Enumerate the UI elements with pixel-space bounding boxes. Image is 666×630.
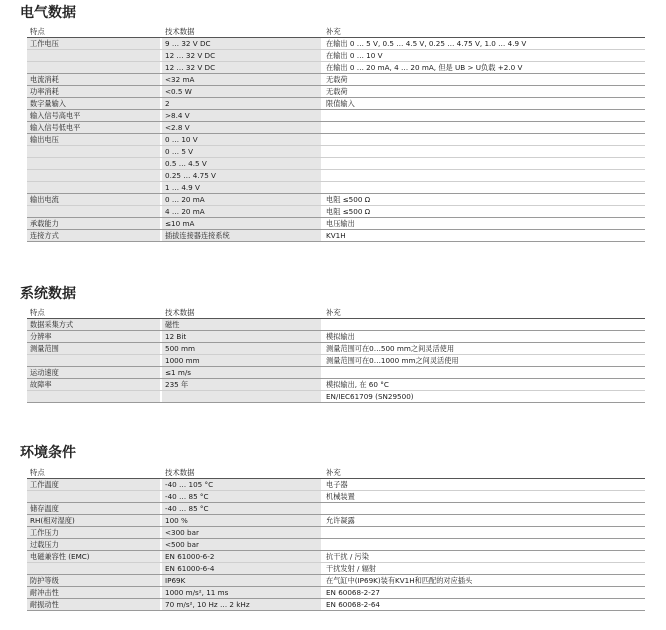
table-row — [27, 38, 645, 50]
cell-feature: 电流消耗 — [27, 74, 160, 85]
cell-feature: 测量范围 — [27, 343, 160, 354]
cell-feature: 输出电压 — [27, 134, 160, 145]
cell-feature: RH(相对湿度) — [27, 515, 160, 526]
table-row — [27, 158, 645, 170]
cell-tech-data: 0 … 5 V — [162, 146, 321, 157]
table-row — [27, 98, 645, 110]
cell-feature — [27, 158, 160, 169]
cell-tech-data: 1000 mm — [162, 355, 321, 366]
cell-supplement: 测量范围可在0…500 mm之间灵活使用 — [326, 344, 455, 353]
cell-supplement — [323, 503, 645, 514]
cell-tech-data: 磁性 — [162, 319, 321, 330]
table-row — [27, 50, 645, 62]
table-row — [27, 331, 645, 343]
cell-supplement: 测量范围可在0…1000 mm之间灵活使用 — [326, 356, 459, 365]
cell-tech-data: 12 Bit — [162, 331, 321, 342]
cell-supplement: EN 60068-2-27 — [326, 588, 380, 597]
table-row — [27, 62, 645, 74]
cell-supplement: 电子器 — [326, 480, 348, 489]
cell-supplement: 限值输入 — [326, 99, 355, 108]
table-row — [27, 74, 645, 86]
cell-tech-data: -40 … 85 °C — [162, 491, 321, 502]
table-row — [27, 355, 645, 367]
table-row — [27, 182, 645, 194]
cell-supplement — [323, 319, 645, 330]
cell-tech-data: <500 bar — [162, 539, 321, 550]
cell-supplement: EN/IEC61709 (SN29500) — [326, 392, 414, 401]
table-header — [27, 307, 645, 319]
cell-feature — [27, 563, 160, 574]
cell-feature: 耐振动性 — [27, 599, 160, 610]
cell-supplement — [323, 134, 645, 145]
cell-feature: 储存温度 — [27, 503, 160, 514]
header-feature: 特点 — [30, 27, 45, 36]
table-row — [27, 206, 645, 218]
cell-feature: 耐冲击性 — [27, 587, 160, 598]
cell-tech-data: 9 … 32 V DC — [162, 38, 321, 49]
cell-feature — [27, 355, 160, 366]
cell-tech-data: ≤10 mA — [162, 218, 321, 229]
cell-supplement — [323, 170, 645, 181]
cell-feature — [27, 182, 160, 193]
cell-feature: 输出电流 — [27, 194, 160, 205]
cell-tech-data: EN 61000-6-4 — [162, 563, 321, 574]
header-tech-data: 技术数据 — [165, 468, 195, 477]
cell-supplement: 无载荷 — [326, 87, 348, 96]
cell-supplement: 在输出 0 … 5 V, 0.5 … 4.5 V, 0.25 … 4.75 V, 1.0 … 4.9 V — [326, 39, 527, 48]
cell-feature: 运动速度 — [27, 367, 160, 378]
cell-tech-data: IP69K — [162, 575, 321, 586]
cell-feature: 故障率 — [27, 379, 160, 390]
table-row — [27, 230, 645, 242]
cell-tech-data: ≤1 m/s — [162, 367, 321, 378]
cell-supplement: 模拟输出, 在 60 °C — [326, 380, 389, 389]
table-row — [27, 110, 645, 122]
cell-tech-data: 0.5 … 4.5 V — [162, 158, 321, 169]
cell-tech-data: -40 … 85 °C — [162, 503, 321, 514]
table-row — [27, 491, 645, 503]
cell-feature — [27, 491, 160, 502]
cell-supplement: 在输出 0 … 20 mA, 4 … 20 mA, 但是 UB > U负载 +2.0 V — [326, 63, 523, 72]
cell-tech-data: 70 m/s², 10 Hz … 2 kHz — [162, 599, 321, 610]
cell-supplement: 在气缸中(IP69K)装有KV1H和匹配的对应插头 — [326, 576, 473, 585]
cell-tech-data: <0.5 W — [162, 86, 321, 97]
cell-feature: 连接方式 — [27, 230, 160, 241]
cell-tech-data: -40 … 105 °C — [162, 479, 321, 490]
cell-tech-data: 1 … 4.9 V — [162, 182, 321, 193]
table-electrical — [27, 26, 645, 242]
table-row — [27, 503, 645, 515]
table-row — [27, 319, 645, 331]
table-row — [27, 367, 645, 379]
cell-feature — [27, 50, 160, 61]
cell-feature: 过载压力 — [27, 539, 160, 550]
header-tech-data: 技术数据 — [165, 27, 195, 36]
cell-feature: 数据采集方式 — [27, 319, 160, 330]
header-feature: 特点 — [30, 468, 45, 477]
cell-supplement: 模拟输出 — [326, 332, 355, 341]
cell-supplement: 电压输出 — [326, 219, 355, 228]
cell-tech-data: 500 mm — [162, 343, 321, 354]
header-tech-data: 技术数据 — [165, 308, 195, 317]
cell-feature: 工作电压 — [27, 38, 160, 49]
table-row — [27, 379, 645, 391]
cell-tech-data: <2.8 V — [162, 122, 321, 133]
table-row — [27, 527, 645, 539]
header-supplement: 补充 — [326, 27, 341, 36]
cell-feature: 输入信号低电平 — [27, 122, 160, 133]
cell-supplement: 电阻 ≤500 Ω — [326, 207, 371, 216]
cell-feature: 防护等级 — [27, 575, 160, 586]
table-row — [27, 587, 645, 599]
cell-feature: 数字量输入 — [27, 98, 160, 109]
cell-tech-data: EN 61000-6-2 — [162, 551, 321, 562]
cell-tech-data — [162, 391, 321, 402]
cell-supplement: 允许凝露 — [326, 516, 355, 525]
cell-supplement: 抗干扰 / 污染 — [326, 552, 369, 561]
cell-tech-data: 12 … 32 V DC — [162, 50, 321, 61]
cell-feature: 工作温度 — [27, 479, 160, 490]
table-row — [27, 146, 645, 158]
table-row — [27, 563, 645, 575]
cell-feature: 输入信号高电平 — [27, 110, 160, 121]
cell-tech-data: 0.25 … 4.75 V — [162, 170, 321, 181]
table-environment — [27, 467, 645, 611]
header-supplement: 补充 — [326, 468, 341, 477]
cell-supplement: EN 60068-2-64 — [326, 600, 380, 609]
cell-tech-data: 2 — [162, 98, 321, 109]
cell-feature: 功率消耗 — [27, 86, 160, 97]
table-row — [27, 551, 645, 563]
cell-supplement: 机械装置 — [326, 492, 355, 501]
table-row — [27, 575, 645, 587]
table-header — [27, 467, 645, 479]
cell-supplement: 无载荷 — [326, 75, 348, 84]
cell-tech-data: <300 bar — [162, 527, 321, 538]
cell-tech-data: 0 … 10 V — [162, 134, 321, 145]
cell-tech-data: 插拔连接器连接系统 — [162, 230, 321, 241]
cell-tech-data: 1000 m/s², 11 ms — [162, 587, 321, 598]
cell-tech-data: 12 … 32 V DC — [162, 62, 321, 73]
cell-supplement: KV1H — [326, 231, 346, 240]
table-row — [27, 539, 645, 551]
cell-supplement: 电阻 ≤500 Ω — [326, 195, 371, 204]
table-row — [27, 599, 645, 611]
cell-feature — [27, 391, 160, 402]
cell-supplement — [323, 182, 645, 193]
table-row — [27, 122, 645, 134]
table-system — [27, 307, 645, 403]
table-row — [27, 170, 645, 182]
table-row — [27, 343, 645, 355]
cell-feature — [27, 206, 160, 217]
table-row — [27, 479, 645, 491]
header-supplement: 补充 — [326, 308, 341, 317]
cell-supplement: 干扰发射 / 辐射 — [326, 564, 377, 573]
cell-supplement: 在输出 0 … 10 V — [326, 51, 383, 60]
cell-tech-data: 0 … 20 mA — [162, 194, 321, 205]
cell-supplement — [323, 122, 645, 133]
cell-supplement — [323, 110, 645, 121]
cell-tech-data: 4 … 20 mA — [162, 206, 321, 217]
cell-feature: 分辨率 — [27, 331, 160, 342]
cell-supplement — [323, 367, 645, 378]
cell-feature — [27, 170, 160, 181]
cell-feature: 电磁兼容性 (EMC) — [27, 551, 160, 562]
cell-tech-data: <32 mA — [162, 74, 321, 85]
section-title-electrical: 电气数据 — [20, 5, 76, 21]
table-header — [27, 26, 645, 38]
cell-feature: 承载能力 — [27, 218, 160, 229]
cell-supplement — [323, 158, 645, 169]
cell-feature: 工作压力 — [27, 527, 160, 538]
section-title-system: 系统数据 — [20, 286, 76, 302]
header-feature: 特点 — [30, 308, 45, 317]
cell-tech-data: 235 年 — [162, 379, 321, 390]
cell-supplement — [323, 527, 645, 538]
cell-tech-data: >8.4 V — [162, 110, 321, 121]
cell-feature — [27, 146, 160, 157]
cell-supplement — [323, 539, 645, 550]
section-title-environment: 环境条件 — [20, 445, 76, 461]
table-row — [27, 515, 645, 527]
table-row — [27, 391, 645, 403]
table-row — [27, 86, 645, 98]
table-row — [27, 218, 645, 230]
cell-supplement — [323, 146, 645, 157]
table-row — [27, 134, 645, 146]
cell-feature — [27, 62, 160, 73]
table-row — [27, 194, 645, 206]
cell-tech-data: 100 % — [162, 515, 321, 526]
